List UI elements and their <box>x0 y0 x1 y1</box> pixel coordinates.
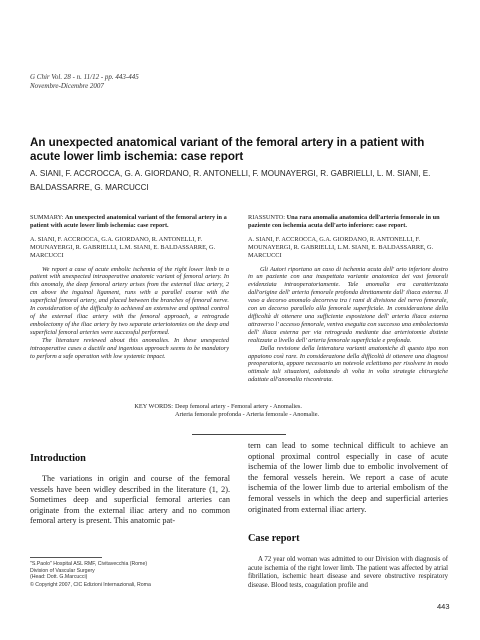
riassunto-column <box>248 214 448 384</box>
riassunto-label: RIASSUNTO: <box>248 214 285 221</box>
page-number: 443 <box>437 602 450 611</box>
section-divider <box>192 434 286 435</box>
riassunto-authors: A. SIANI, F. ACCROCCA, G.A. GIORDANO, R. ANTONELLI, F. MOUNAYERGI, R. GABRIELLI, L.M. SIANI, E. BALDASSARRE, G. MARCUCCI <box>248 235 434 259</box>
footnote <box>30 561 230 588</box>
case-report-heading: Case report <box>248 533 300 544</box>
keywords-english: Deep femoral artery - Femoral artery - Anomalies. <box>175 403 302 410</box>
summary-authors: A. SIANI, F. ACCROCCA, G.A. GIORDANO, R. ANTONELLI, F. MOUNAYERGI, R. GABRIELLI, L.M. SIANI, E. BALDASSARRE, G. MARCUCCI <box>30 235 216 259</box>
introduction-heading: Introduction <box>30 453 86 464</box>
keywords-label: KEY WORDS: <box>134 403 173 410</box>
summary-label: SUMMARY: <box>30 214 64 221</box>
footnote-divider <box>30 557 102 558</box>
summary-column <box>30 214 229 360</box>
introduction-text: The variations in origin and course of the femoral vessels have been widley described in the literature (1, 2). Sometimes deep and superficial femoral arteries can originate from the external iliac artery and no common femoral artery is present. This anatomic pat- <box>30 474 230 526</box>
riassunto-paragraph-1: Gli Autori riportano un caso di ischemia acuta dell' arto inferiore destro in un paziente con una inaspettata variante anatomica dei vasi femorali evidenziata intraoperatoriamente. Tale anomalia era caratterizzata dall'origine dell' arteria femorale profonda direttamente dall' iliaca esterna. Il vaso a decorso anomalo decorreva tra i rami di divisione del nervo femorale, con un decorso parallelo alla femorale superficiale. In considerazione della difficoltà di ottenere una sufficiente esposizione dell' arteria iliaca esterna attraverso l' accesso femorale, veniva eseguita con successo una embolectomia dell' iliaca esterna per via retrograda mediante due arteriotomie distinte realizzate a livello dell' arteria femorale superficiale e profonda. <box>248 265 448 344</box>
introduction-continuation: tern can lead to some technical difficult to achieve an optional proximal control especially in case of acute ischemia of the lower limb due to embolic involvement of the femoral vessels herein. We report a case of acute ischemia of the lower limb due to arterial embolism of the femoral vessels in which the deep and superficial arteries originated from external iliac artery. <box>248 441 448 514</box>
footnote-affiliation: "S.Paolo" Hospital ASL RMF, Civitavecchia (Rome) <box>30 561 148 567</box>
riassunto-paragraph-2: Dalla revisione della letteratura varianti anatomiche di questo tipo non appaiono così rare. In considerazione della difficoltà di ottenere una diagnosi preoperatoria, appare necessario un notevole eclettismo per risolvere in modo ottimale tali situazioni, adottando di volta in volta strategie chirurgiche adattate all'anomalia riscontrata. <box>248 344 448 384</box>
article-title: An unexpected anatomical variant of the femoral artery in a patient with acute lower limb ischemia: case report <box>30 136 425 163</box>
summary-paragraph-1: We report a case of acute embolic ischemia of the right lower limb in a patient with unexpected intraoperative anatomic variant of femoral artery. In this anomaly, the deep femoral artery arises from the external iliac artery, 2 cm above the inguinal ligament, runs with a parallel course with the superficial femoral artery, and placed between the branches of femoral nerve. In consideration of the difficulty to achieved an extensive and optimal control of the external iliac artery with the femoral approach, a retrograde embolectomy of the iliac artery by two separate arteriotomies on the deep and superficial femoral arteries were successful performed. <box>30 265 229 336</box>
article-authors: A. SIANI, F. ACCROCCA, G. A. GIORDANO, R. ANTONELLI, F. MOUNAYERGI, R. GABRIELLI, L. M. SIANI, E. BALDASSARRE, G. MARCUCCI <box>30 169 431 192</box>
journal-volume-line: G Chir Vol. 28 - n. 11/12 - pp. 443-445 <box>30 73 139 81</box>
summary-paragraph-2: The literature reviewed about this anomalies. In these unexpected intraoperative cases a ductile and ingenious approach seems to be mandatory to perform a safe operation with low systemic impact. <box>30 336 229 360</box>
journal-date-line: Novembre-Dicembre 2007 <box>30 82 104 90</box>
case-report-text: A 72 year old woman was admitted to our Division with diagnosis of acute ischemia of the right lower limb. The patient was affected by atrial fibrillation, ischemic heart disease and severe obstructive respiratory disease. Blood tests, coagulation profile and <box>248 556 448 589</box>
footnote-division: Division of Vascular Surgery <box>30 567 95 574</box>
journal-citation <box>30 73 139 91</box>
summary-heading <box>30 214 229 230</box>
riassunto-title: Una rara anomalia anatomica dell'arteria femorale in un paziente con ischemia acuta dell'arto inferiore: case report. <box>248 214 440 229</box>
keywords-block <box>30 403 450 419</box>
footnote-head: (Head: Dott. G.Marcucci) <box>30 574 88 580</box>
summary-title: An unexpected anatomical variant of the femoral artery in a patient with acute lower limb ischemia: case report. <box>30 214 227 229</box>
keywords-italian: Arteria femorale profonda - Arteria femorale - Anomalie. <box>175 411 320 418</box>
footnote-copyright: © Copyright 2007, CIC Edizioni Internazionali, Roma <box>30 581 151 588</box>
riassunto-heading <box>248 214 448 230</box>
